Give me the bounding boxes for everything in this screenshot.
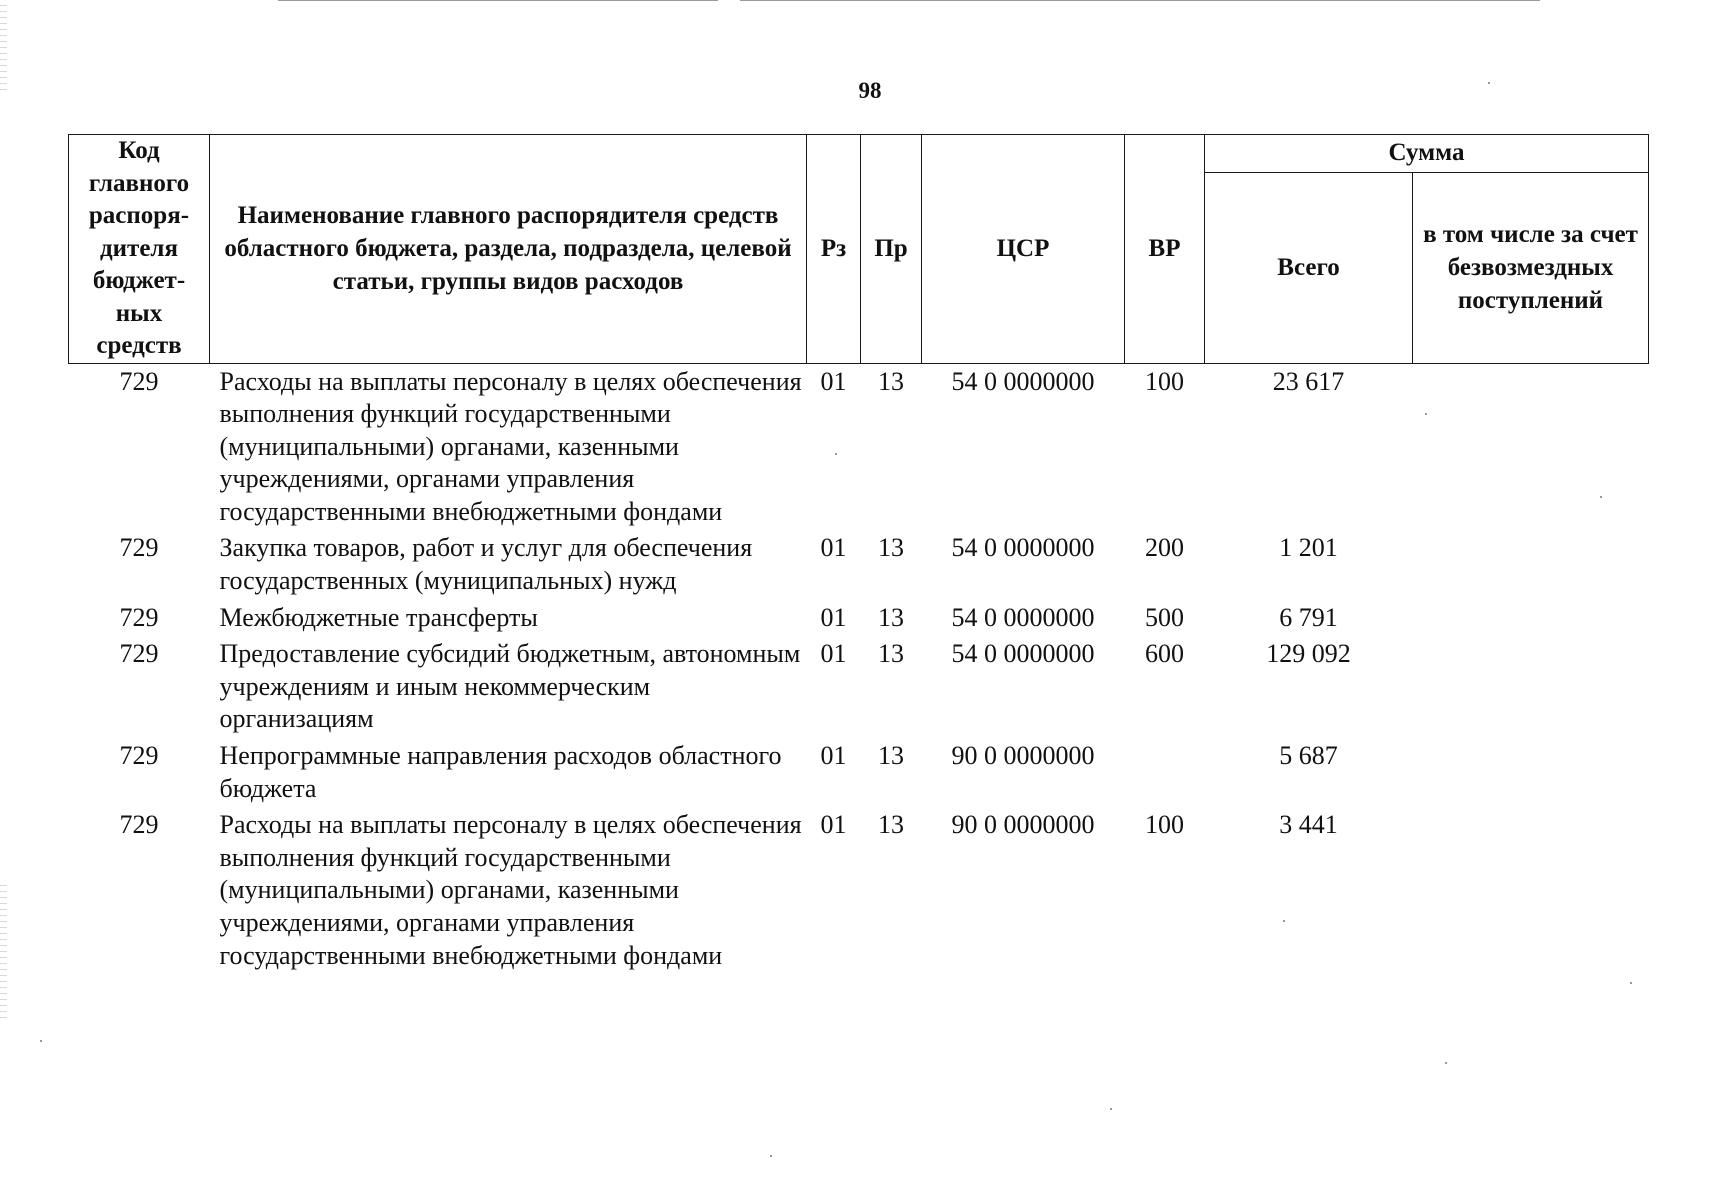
cell-pr: 13	[878, 639, 904, 669]
cell-vr: 600	[1145, 639, 1184, 669]
cell-rz: 01	[820, 533, 847, 563]
scan-speck	[1110, 1108, 1112, 1110]
cell-free	[1413, 634, 1649, 736]
cell-name: Непрограммные направления расходов областного бюджета	[219, 741, 782, 803]
cell-vr: 200	[1145, 533, 1184, 563]
table-row	[69, 528, 1649, 597]
cell-rz: 01	[820, 810, 847, 840]
header-sum: Сумма	[1205, 135, 1649, 173]
cell-total: 23 617	[1272, 366, 1345, 396]
table-row	[69, 736, 1649, 805]
cell-code: 729	[119, 366, 159, 396]
cell-free	[1413, 736, 1649, 805]
scan-speck	[1600, 496, 1602, 498]
page-number: 98	[858, 78, 882, 103]
cell-csr: 90 0 0000000	[951, 810, 1095, 840]
header-code: Код главного распоря-дителя бюджет-ных средств	[69, 135, 210, 364]
scan-edge-noise	[0, 880, 7, 1020]
scan-speck	[1283, 920, 1285, 922]
cell-csr: 54 0 0000000	[951, 602, 1095, 632]
scan-top-rule-left	[278, 0, 718, 1]
cell-rz: 01	[820, 639, 847, 669]
cell-rz: 01	[820, 602, 847, 632]
cell-name: Закупка товаров, работ и услуг для обеспечения государственных (муниципальных) нужд	[219, 533, 753, 596]
cell-rz: 01	[820, 366, 847, 396]
cell-total: 3 441	[1279, 810, 1338, 840]
cell-total: 5 687	[1279, 741, 1338, 771]
table-row	[69, 363, 1649, 528]
cell-pr: 13	[878, 810, 904, 840]
scan-edge-noise	[0, 0, 7, 90]
cell-pr: 13	[878, 602, 904, 632]
cell-vr: 100	[1145, 810, 1184, 840]
cell-name: Межбюджетные трансферты	[219, 602, 538, 632]
scan-speck	[835, 453, 837, 455]
cell-code: 729	[119, 810, 159, 840]
cell-vr: 100	[1145, 366, 1184, 396]
cell-free	[1413, 528, 1649, 597]
cell-csr: 54 0 0000000	[951, 366, 1095, 396]
cell-csr: 54 0 0000000	[951, 639, 1095, 669]
cell-code: 729	[119, 533, 159, 563]
table-header	[69, 135, 1649, 364]
cell-csr: 54 0 0000000	[951, 533, 1095, 563]
cell-free	[1413, 805, 1649, 972]
header-name: Наименование главного распорядителя средств областного бюджета, раздела, подраздела, целевой статьи, группы видов расходов	[210, 135, 807, 364]
header-total: Всего	[1205, 172, 1413, 363]
cell-code: 729	[119, 639, 159, 669]
scan-speck	[40, 1040, 42, 1042]
header-vr: ВР	[1125, 135, 1205, 364]
table-row	[69, 805, 1649, 972]
cell-pr: 13	[878, 741, 904, 771]
scan-speck	[1445, 1062, 1447, 1064]
header-csr: ЦСР	[922, 135, 1125, 364]
cell-vr: 500	[1145, 602, 1184, 632]
cell-pr: 13	[878, 533, 904, 563]
cell-pr: 13	[878, 366, 904, 396]
table-row	[69, 634, 1649, 736]
scan-speck	[1630, 982, 1632, 984]
budget-table	[68, 134, 1649, 972]
cell-total: 6 791	[1279, 602, 1338, 632]
header-rz: Рз	[807, 135, 861, 364]
cell-name: Расходы на выплаты персоналу в целях обеспечения выполнения функций государственными (муниципальными) органами, казенными учреждениями, органами управления государственными внебюджетными фондами	[219, 810, 802, 970]
table-body	[69, 363, 1649, 972]
cell-free	[1413, 598, 1649, 635]
cell-csr: 90 0 0000000	[951, 741, 1095, 771]
cell-name: Предоставление субсидий бюджетным, автономным учреждениям и иным некоммерческим организациям	[219, 639, 801, 734]
table-row	[69, 598, 1649, 635]
cell-free	[1413, 363, 1649, 528]
cell-total: 1 201	[1279, 533, 1338, 563]
budget-table-wrapper	[68, 134, 1648, 972]
scan-speck	[1425, 413, 1427, 415]
header-pr: Пр	[861, 135, 922, 364]
cell-rz: 01	[820, 741, 847, 771]
cell-name: Расходы на выплаты персоналу в целях обеспечения выполнения функций государственными (муниципальными) органами, казенными учреждениями, органами управления государственными внебюджетными фондами	[219, 366, 802, 526]
header-free: в том числе за счет безвозмездных поступлений	[1413, 172, 1649, 363]
scan-top-rule-right	[740, 0, 1540, 1]
cell-code: 729	[119, 741, 159, 771]
cell-code: 729	[119, 602, 159, 632]
cell-vr	[1125, 736, 1205, 805]
scan-speck	[770, 1155, 772, 1157]
scan-speck	[1488, 82, 1490, 84]
cell-total: 129 092	[1266, 639, 1351, 669]
